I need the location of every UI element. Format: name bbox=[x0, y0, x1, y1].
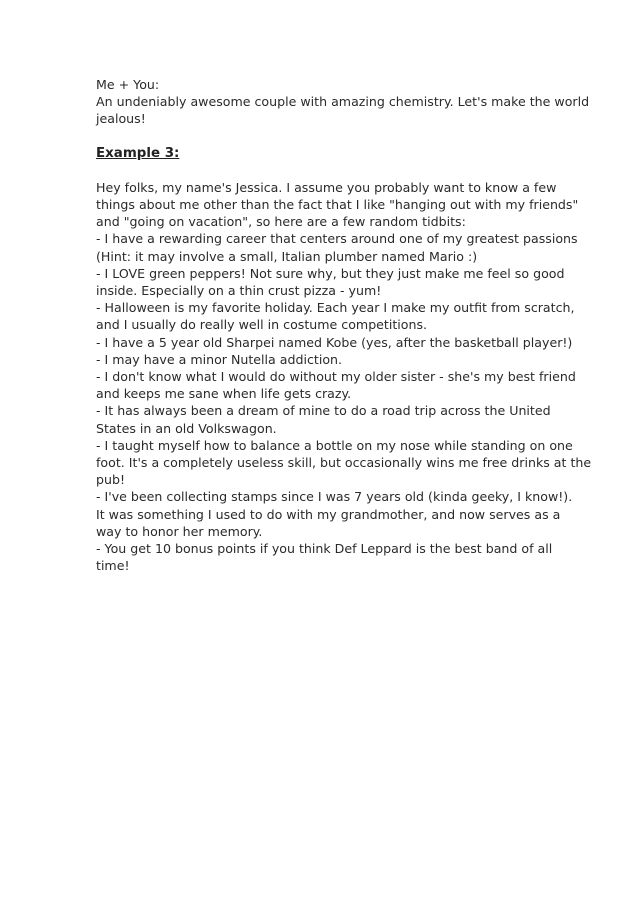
intro-section bbox=[96, 76, 590, 128]
intro-line: jealous! bbox=[96, 111, 146, 127]
body-line: inside. Especially on a thin crust pizza - yum! bbox=[96, 283, 382, 299]
body-line: - I have a rewarding career that centers around one of my greatest passions bbox=[96, 231, 578, 247]
body-line: - It has always been a dream of mine to do a road trip across the United bbox=[96, 403, 551, 419]
body-line: Hey folks, my name's Jessica. I assume you probably want to know a few bbox=[96, 179, 557, 195]
body-line: pub! bbox=[96, 472, 126, 488]
body-line: - I taught myself how to balance a bottle on my nose while standing on one bbox=[96, 437, 573, 453]
body-line: (Hint: it may involve a small, Italian plumber named Mario :) bbox=[96, 248, 478, 264]
body-line: things about me other than the fact that I like "hanging out with my friends" bbox=[96, 197, 579, 213]
body-line: - I may have a minor Nutella addiction. bbox=[96, 351, 343, 367]
example-heading: Example 3: bbox=[96, 145, 180, 161]
body-line: - I don't know what I would do without my older sister - she's my best friend bbox=[96, 369, 576, 385]
document-page bbox=[96, 76, 592, 574]
body-line: - I've been collecting stamps since I was 7 years old (kinda geeky, I know!). bbox=[96, 489, 573, 505]
body-line: - I LOVE green peppers! Not sure why, but they just make me feel so good bbox=[96, 265, 565, 281]
intro-label: Me + You: bbox=[96, 77, 160, 92]
body-line: time! bbox=[96, 558, 130, 574]
example-body bbox=[96, 179, 592, 575]
body-line: and keeps me sane when life gets crazy. bbox=[96, 386, 352, 402]
body-line: - You get 10 bonus points if you think Def Leppard is the best band of all bbox=[96, 541, 553, 557]
body-line: It was something I used to do with my grandmother, and now serves as a bbox=[96, 506, 561, 522]
intro-line: An undeniably awesome couple with amazing chemistry. Let's make the world bbox=[96, 94, 590, 110]
body-line: - Halloween is my favorite holiday. Each year I make my outfit from scratch, bbox=[96, 300, 575, 316]
body-line: States in an old Volkswagon. bbox=[96, 420, 277, 436]
body-line: way to honor her memory. bbox=[96, 523, 263, 539]
body-line: and I usually do really well in costume competitions. bbox=[96, 317, 428, 333]
body-line: - I have a 5 year old Sharpei named Kobe (yes, after the basketball player!) bbox=[96, 334, 573, 350]
body-line: foot. It's a completely useless skill, but occasionally wins me free drinks at the bbox=[96, 455, 592, 471]
body-line: and "going on vacation", so here are a few random tidbits: bbox=[96, 214, 466, 230]
